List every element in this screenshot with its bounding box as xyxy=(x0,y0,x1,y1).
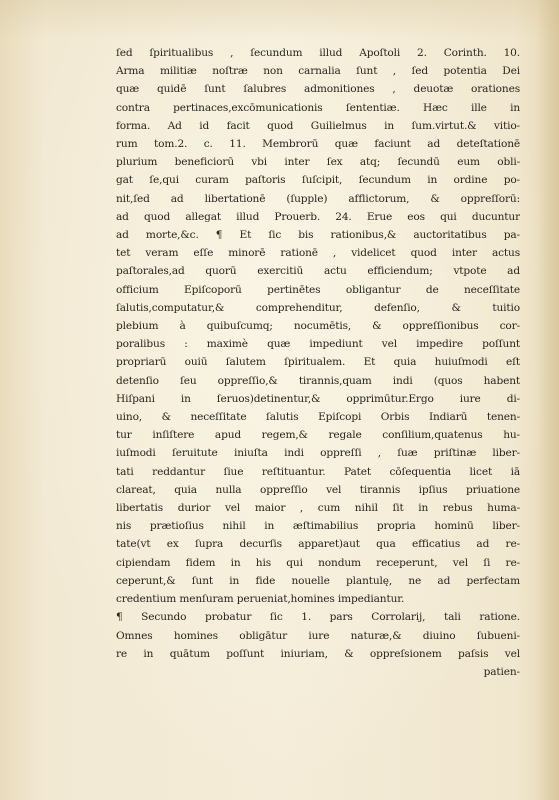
text-line: ſalutis,computatur,& comprehenditur, defenſio, & tuitio xyxy=(116,301,520,314)
text-line: credentium menſuram perueniat,homines impediantur. xyxy=(116,593,405,606)
text-line: gat ſe,qui curam paſtoris ſuſcipit, ſecundum in ordine po- xyxy=(116,174,520,187)
text-line: ¶ Secundo probatur ſic 1. pars Corrolarij, tali ratione. xyxy=(116,611,520,624)
text-line: quæ quidē ſunt ſalubres admonitiones , deuotæ orationes xyxy=(116,83,520,96)
text-line: officium Epiſcoporū pertinētes obligantur de neceſſitate xyxy=(116,283,520,296)
text-line: uino, & neceſſitate ſalutis Epiſcopi Orbis Indiarū tenen- xyxy=(116,411,520,424)
text-line: ad quod allegat illud Prouerb. 24. Erue eos qui ducuntur xyxy=(116,210,520,223)
text-line: Arma militiæ noſtræ non carnalia ſunt , ſed potentia Dei xyxy=(116,65,520,78)
text-line: ſed ſpiritualibus , ſecundum illud Apoſtoli 2. Corinth. 10. xyxy=(116,47,520,59)
text-line: nis prætioſius nihil in æſtimabilius propria hominū liber- xyxy=(116,520,520,533)
text-line: libertatis durior vel maior , cum nihil ſit in rebus huma- xyxy=(116,502,520,515)
text-line: ceperunt,& ſunt in fide nouelle plantulę, ne ad perfectam xyxy=(116,574,520,587)
text-line: ad morte,&c. ¶ Et ſic bis rationibus,& auctoritatibus pa- xyxy=(116,229,520,242)
text-line: tur inſiſtere apud regem,& regale conſilium,quatenus hu- xyxy=(116,429,520,442)
text-line: detenſio ſeu oppreſſio,& tirannis,quam indi (quos habent xyxy=(116,374,520,387)
text-line: re in quātum poſſunt iniuriam, & oppreſsionem paſsis vel xyxy=(116,647,520,660)
text-line: rum tom.2. c. 11. Membrorū quæ faciunt ad deteſtationē xyxy=(116,138,520,151)
text-line: clareat, quia nulla oppreſſio vel tirannis ipſius priuatione xyxy=(116,483,520,496)
text-line: poralibus : maximè quæ impediunt vel impedire poſſunt xyxy=(116,338,520,351)
text-line: iuſmodi ſeruitute iniuſta indi oppreſſi , ſuæ priſtinæ liber- xyxy=(116,447,520,460)
catchword: patien- xyxy=(483,665,520,678)
text-line: plurium beneficiorū vbi inter ſex atq; ſecundū eum obli- xyxy=(116,156,520,169)
text-line: contra pertinaces,excōmunicationis ſententiæ. Hæc ille in xyxy=(116,101,520,114)
text-line: tate(vt ex ſupra decurſis apparet)aut qua efficatius ad re- xyxy=(116,538,520,551)
paper-edge-shadow xyxy=(537,0,559,800)
text-line: forma. Ad id facit quod Guilielmus in ſum.virtut.& vitio- xyxy=(116,119,520,132)
paper-stain-top xyxy=(0,0,559,40)
text-line: Hiſpani in ſeruos)detinentur,& opprimūtur.Ergo iure di- xyxy=(116,392,520,405)
text-line: Omnes homines obligātur iure naturæ,& diuino ſubueni- xyxy=(116,629,520,642)
text-line: propriarū ouiū ſalutem ſpiritualem. Et quia huiuſmodi eſt xyxy=(116,356,520,369)
latin-text-column xyxy=(116,44,520,681)
text-line: nit,ſed ad libertationē (ſupple) afflictorum, & oppreſſorū: xyxy=(116,192,520,205)
text-line: cipiendam fidem in his qui nondum receperunt, vel ſi re- xyxy=(116,556,520,569)
text-line: tet veram eſſe minorē rationē , videlicet quod inter actus xyxy=(116,247,520,260)
text-line: tati reddantur ſiue reſtituantur. Patet cōſequentia licet iā xyxy=(116,465,520,478)
text-line: paſtorales,ad quorū exercitiū actu efficiendum; vtpote ad xyxy=(116,265,520,278)
text-line: plebium à quibuſcumq; nocumētis, & oppreſſionibus cor- xyxy=(116,320,520,333)
